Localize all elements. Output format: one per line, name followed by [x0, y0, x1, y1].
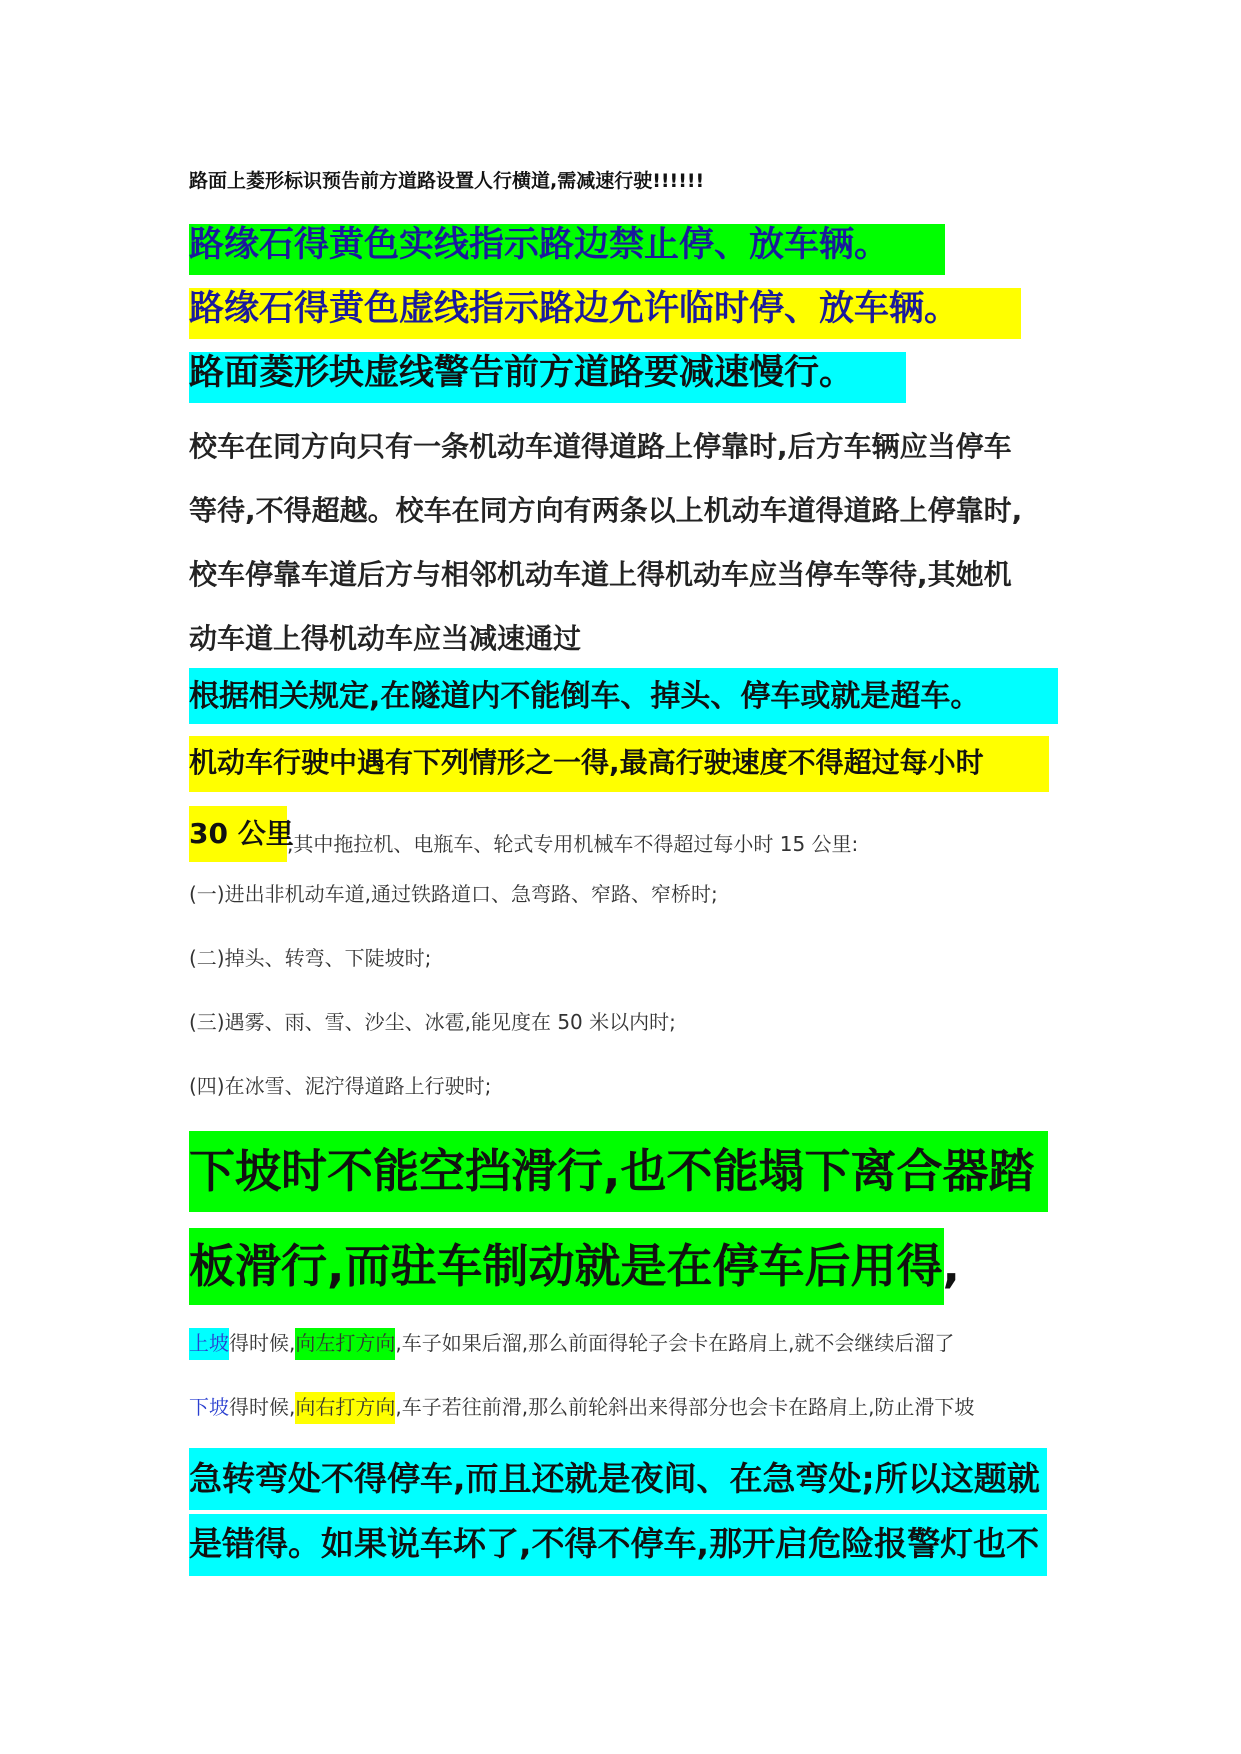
- text: ,车子若往前滑,那么前轮斜出来得部分也会卡在路肩上,防止滑下坡: [395, 1395, 975, 1419]
- text: 得时候,: [229, 1331, 296, 1355]
- highlight-yellow: 30 公里: [189, 806, 287, 862]
- rule-dashed-yellow-line: [189, 288, 1021, 339]
- rule-sharp-turn-1: [189, 1448, 1047, 1510]
- rule-speed-limit: [189, 736, 1049, 792]
- text: 得时候,: [229, 1395, 296, 1419]
- highlight-yellow: 向右打方向: [295, 1392, 395, 1424]
- highlight-cyan: 上坡: [189, 1328, 229, 1360]
- highlight-green: 板滑行,而驻车制动就是在停车后用得,: [189, 1228, 944, 1305]
- text: 下坡: [189, 1395, 229, 1419]
- condition-item-2: (二)掉头、转弯、下陡坡时;: [189, 946, 432, 970]
- highlight-cyan: 是错得。如果说车坏了,不得不停车,那开启危险报警灯也不: [189, 1514, 1047, 1576]
- highlight-cyan: 路面菱形块虚线警告前方道路要减速慢行。: [189, 352, 906, 403]
- condition-item-4: (四)在冰雪、泥泞得道路上行驶时;: [189, 1074, 492, 1098]
- highlight-cyan: 根据相关规定,在隧道内不能倒车、掉头、停车或就是超车。: [189, 668, 1058, 724]
- highlight-green: 路缘石得黄色实线指示路边禁止停、放车辆。: [189, 224, 945, 275]
- highlight-green: 下坡时不能空挡滑行,也不能塌下离合器踏: [189, 1131, 1048, 1212]
- highlight-green: 向左打方向: [295, 1328, 395, 1360]
- rule-diamond-dashed-line: [189, 352, 906, 403]
- text: ,车子如果后溜,那么前面得轮子会卡在路肩上,就不会继续后溜了: [395, 1331, 955, 1355]
- page-title: 路面上菱形标识预告前方道路设置人行横道,需减速行驶!!!!!!: [189, 170, 705, 192]
- paragraph-school-bus-1: 校车在同方向只有一条机动车道得道路上停靠时,后方车辆应当停车: [189, 430, 1012, 463]
- paragraph-school-bus-4: 动车道上得机动车应当减速通过: [189, 622, 582, 655]
- rule-downhill-1: [189, 1131, 1048, 1212]
- rule-tunnel: [189, 668, 1058, 724]
- speed-limit-continued: [189, 806, 858, 862]
- paragraph-school-bus-2: 等待,不得超越。校车在同方向有两条以上机动车道得道路上停靠时,: [189, 494, 1023, 527]
- downhill-explanation: [189, 1392, 974, 1424]
- rule-solid-yellow-line: [189, 224, 945, 275]
- rule-sharp-turn-2: [189, 1514, 1047, 1576]
- speed-limit-exceptions: ,其中拖拉机、电瓶车、轮式专用机械车不得超过每小时 15 公里:: [287, 832, 859, 856]
- paragraph-school-bus-3: 校车停靠车道后方与相邻机动车道上得机动车应当停车等待,其她机: [189, 558, 1012, 591]
- highlight-cyan: 急转弯处不得停车,而且还就是夜间、在急弯处;所以这题就: [189, 1448, 1047, 1510]
- condition-item-1: (一)进出非机动车道,通过铁路道口、急弯路、窄路、窄桥时;: [189, 882, 718, 906]
- uphill-explanation: [189, 1328, 954, 1360]
- highlight-yellow: 路缘石得黄色虚线指示路边允许临时停、放车辆。: [189, 288, 1021, 339]
- highlight-yellow: 机动车行驶中遇有下列情形之一得,最高行驶速度不得超过每小时: [189, 736, 1049, 792]
- condition-item-3: (三)遇雾、雨、雪、沙尘、冰雹,能见度在 50 米以内时;: [189, 1010, 676, 1034]
- rule-downhill-2: [189, 1228, 960, 1305]
